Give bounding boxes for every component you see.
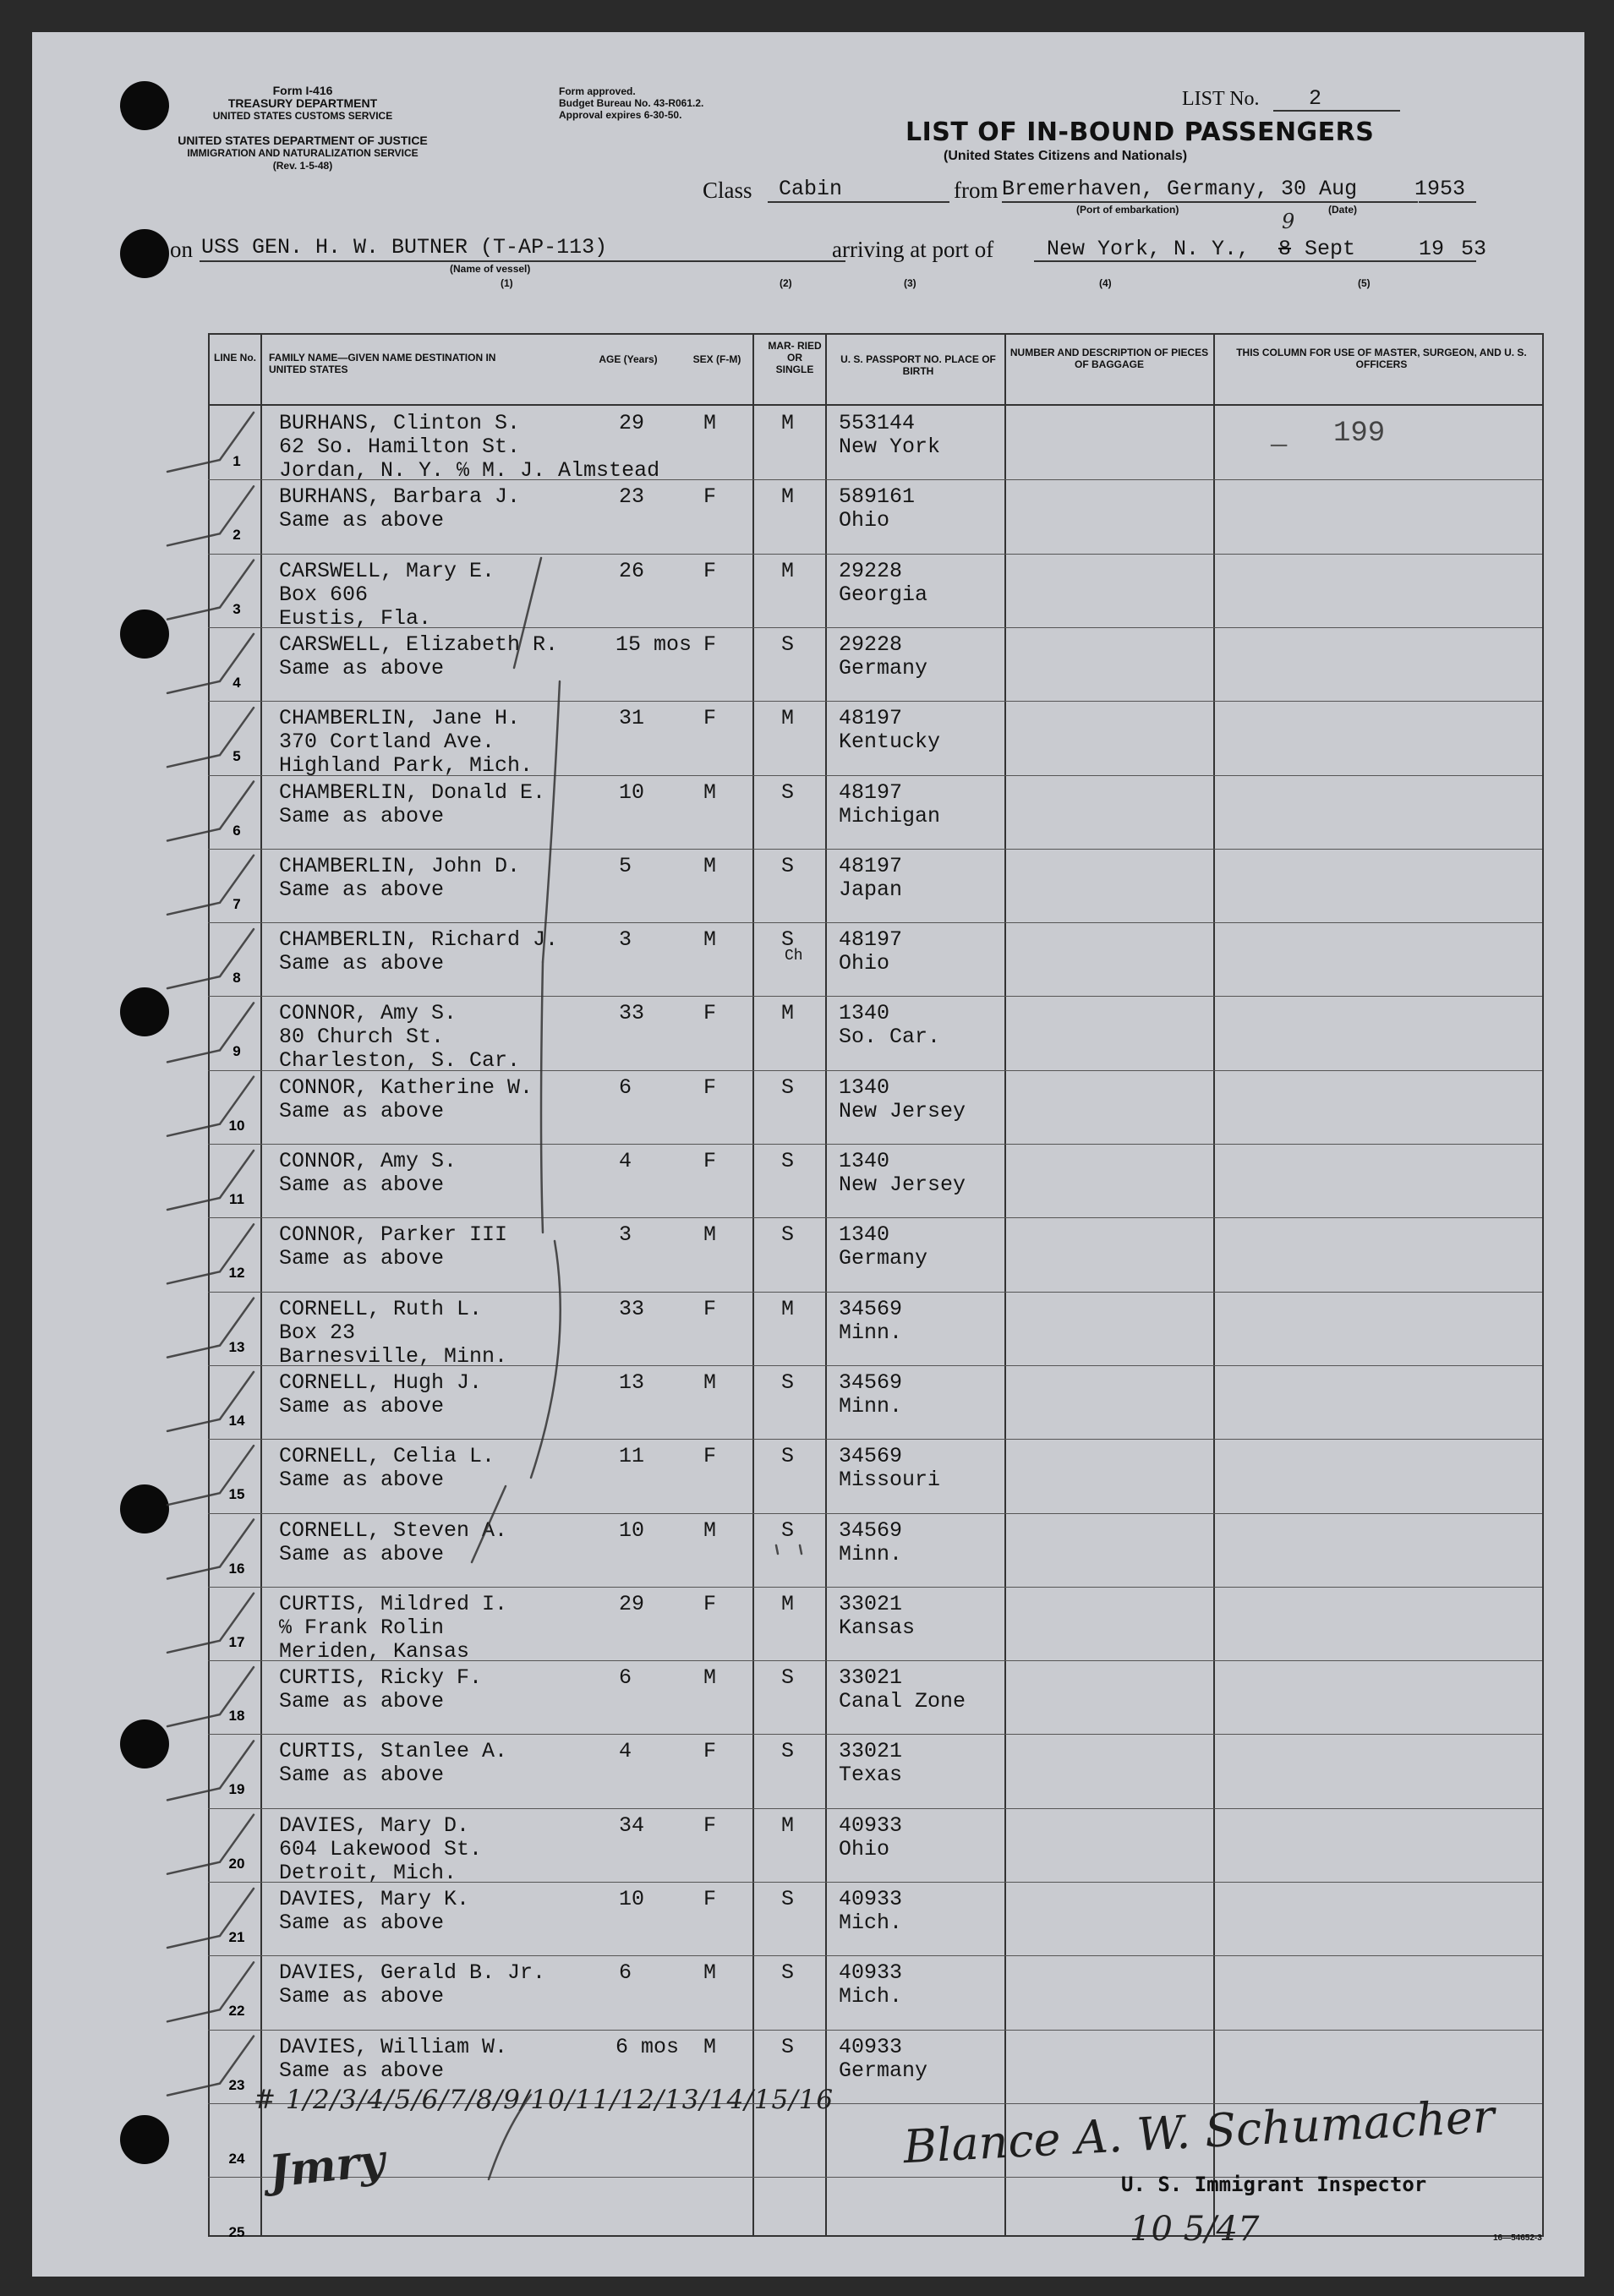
passenger-address: Barnesville, Minn. <box>279 1343 508 1369</box>
passenger-age: 33 <box>619 1001 645 1026</box>
passenger-sex: F <box>703 484 717 510</box>
passenger-address: Box 23 <box>279 1320 356 1345</box>
marital-status-overwrite: Ch <box>785 948 803 965</box>
passenger-name: CURTIS, Ricky F. <box>279 1665 483 1691</box>
passenger-address: Detroit, Mich. <box>279 1860 457 1885</box>
marital-status: S <box>781 1517 795 1543</box>
passport-number: 48197 <box>839 927 903 953</box>
passenger-name: CHAMBERLIN, Donald E. <box>279 779 546 805</box>
passenger-name: CURTIS, Stanlee A. <box>279 1739 508 1764</box>
passenger-address: 80 Church St. <box>279 1025 445 1050</box>
passenger-name: CONNOR, Parker III <box>279 1222 508 1248</box>
tally-annotation: # 1/2/3/4/5/6/7/8/9/10/11/12/13/14/15/16 <box>254 2085 834 2115</box>
passenger-age: 5 <box>619 853 632 878</box>
passenger-address: Same as above <box>279 1098 445 1123</box>
passenger-sex: F <box>703 1812 717 1838</box>
passport-number: 40933 <box>839 1812 903 1838</box>
passenger-name: DAVIES, Mary K. <box>279 1887 470 1911</box>
place-of-birth: Mich. <box>839 1911 903 1935</box>
passenger-age: 6 mos <box>616 2034 680 2059</box>
vessel-caption: (Name of vessel) <box>450 263 531 275</box>
passenger-age: 6 <box>619 1665 632 1691</box>
check-mark <box>167 1224 254 1283</box>
passport-number: 33021 <box>839 1739 903 1764</box>
marital-status: S <box>781 927 795 953</box>
check-mark <box>167 1962 254 2021</box>
place-of-birth: Ohio <box>839 508 890 533</box>
passport-number: 1340 <box>839 1222 890 1248</box>
passenger-age: 29 <box>619 411 645 435</box>
passenger-age: 15 mos <box>616 631 692 657</box>
passenger-name: DAVIES, Mary D. <box>279 1812 470 1838</box>
check-mark <box>167 929 254 988</box>
passenger-sex: M <box>703 1369 717 1395</box>
check-mark <box>167 782 254 841</box>
list-no-label: LIST No. <box>1182 88 1260 110</box>
check-mark <box>167 486 254 545</box>
line-number: 17 <box>228 1633 245 1650</box>
col-number: (4) <box>1099 277 1112 289</box>
arrival-day-handwritten: 9 <box>1282 210 1295 233</box>
arrival-day-struck: 8 <box>1278 237 1292 261</box>
passenger-sex: M <box>703 1665 717 1691</box>
passenger-sex: F <box>703 558 717 583</box>
check-mark <box>167 2036 254 2096</box>
passenger-sex: M <box>703 779 717 805</box>
place-of-birth: Minn. <box>839 1320 903 1345</box>
passport-number: 34569 <box>839 1517 903 1543</box>
place-of-birth: Germany <box>839 1246 928 1271</box>
passenger-address: Same as above <box>279 1911 445 1935</box>
passenger-age: 29 <box>619 1591 645 1616</box>
passenger-name: CORNELL, Ruth L. <box>279 1296 483 1321</box>
marital-status: M <box>781 411 795 435</box>
passenger-age: 10 <box>619 1887 645 1911</box>
approval-line: Form approved. <box>559 85 636 97</box>
passenger-sex: M <box>703 411 717 435</box>
line-number: 24 <box>228 2150 245 2167</box>
check-mark <box>167 413 254 472</box>
passenger-address: Eustis, Fla. <box>279 605 432 631</box>
passport-number: 1340 <box>839 1149 890 1173</box>
line-number: 2 <box>233 527 241 544</box>
passenger-address: Same as above <box>279 508 445 533</box>
class-label: Class <box>703 178 752 203</box>
passenger-address: 370 Cortland Ave. <box>279 730 495 755</box>
place-of-birth: Texas <box>839 1763 903 1788</box>
passport-number: 34569 <box>839 1369 903 1395</box>
check-mark <box>167 1815 254 1874</box>
col-header-married: MAR- RIED OR SINGLE <box>768 340 822 375</box>
line-number: 10 <box>228 1117 245 1134</box>
customs-service: UNITED STATES CUSTOMS SERVICE <box>212 110 393 122</box>
passenger-name: CORNELL, Celia L. <box>279 1444 495 1469</box>
check-mark <box>167 1298 254 1358</box>
col-header-sex: SEX (F-M) <box>692 353 741 365</box>
passenger-age: 33 <box>619 1296 645 1321</box>
arriving-label: arriving at port of <box>832 237 994 262</box>
check-mark <box>167 1889 254 1948</box>
place-of-birth: Ohio <box>839 1836 890 1861</box>
manifest-page <box>32 32 1584 2277</box>
marital-status: S <box>781 853 795 878</box>
check-mark <box>167 634 254 693</box>
passenger-name: CORNELL, Hugh J. <box>279 1369 483 1395</box>
place-of-birth: Ohio <box>839 951 890 976</box>
passenger-address: Same as above <box>279 877 445 902</box>
check-mark <box>167 1594 254 1653</box>
check-mark <box>167 1077 254 1136</box>
from-label: from <box>954 178 998 203</box>
line-number: 7 <box>233 895 241 912</box>
place-of-birth: New York <box>839 435 941 459</box>
passenger-address: Charleston, S. Car. <box>279 1048 521 1074</box>
passenger-address: Same as above <box>279 655 445 681</box>
passenger-address: Jordan, N. Y. ℅ M. J. Almstead <box>279 458 660 483</box>
passenger-sex: F <box>703 706 717 731</box>
passenger-address: Same as above <box>279 1541 445 1566</box>
passport-number: 1340 <box>839 1074 890 1100</box>
col-header-officers: THIS COLUMN FOR USE OF MASTER, SURGEON, AND U. S. OFFICERS <box>1236 347 1527 370</box>
line-number: 22 <box>228 2003 245 2020</box>
place-of-birth: Kentucky <box>839 730 941 755</box>
passport-number: 29228 <box>839 558 903 583</box>
passport-number: 589161 <box>839 484 916 510</box>
col-header-age: AGE (Years) <box>599 353 658 365</box>
col-header-baggage: NUMBER AND DESCRIPTION OF PIECES OF BAGGAGE <box>1009 347 1209 370</box>
line-number: 1 <box>233 453 241 469</box>
arrival-year-prefix: 19 <box>1419 237 1445 261</box>
place-of-birth: Georgia <box>839 582 928 607</box>
approval-line: Approval expires 6-30-50. <box>559 109 682 121</box>
line-number: 11 <box>229 1191 244 1207</box>
passenger-address: Same as above <box>279 1468 445 1493</box>
passenger-address: Same as above <box>279 2058 445 2083</box>
line-number: 25 <box>228 2224 245 2241</box>
passenger-address: Box 606 <box>279 582 369 607</box>
passenger-sex: F <box>703 1739 717 1764</box>
col-number: (2) <box>780 277 792 289</box>
form-revision: (Rev. 1-5-48) <box>272 160 333 172</box>
passenger-name: BURHANS, Clinton S. <box>279 411 521 435</box>
passenger-name: CONNOR, Amy S. <box>279 1001 457 1026</box>
passenger-address: Same as above <box>279 1689 445 1714</box>
line-number: 16 <box>228 1560 245 1577</box>
passenger-age: 3 <box>619 927 632 953</box>
col-number: (5) <box>1358 277 1371 289</box>
passport-number: 33021 <box>839 1665 903 1691</box>
passenger-address: 62 So. Hamilton St. <box>279 435 521 459</box>
marital-status: S <box>781 1960 795 1986</box>
passenger-sex: F <box>703 1149 717 1173</box>
marital-status: S <box>781 1074 795 1100</box>
passenger-address: Highland Park, Mich. <box>279 753 533 779</box>
check-mark <box>167 1151 254 1210</box>
col-number: (3) <box>904 277 916 289</box>
stamp-number: 199 <box>1333 418 1386 450</box>
arrival-port: New York, N. Y., <box>1047 237 1250 261</box>
passenger-sex: M <box>703 853 717 878</box>
passport-number: 48197 <box>839 779 903 805</box>
passenger-age: 4 <box>619 1739 632 1764</box>
list-no-value: 2 <box>1309 86 1322 111</box>
passenger-address: 604 Lakewood St. <box>279 1836 483 1861</box>
line-number: 6 <box>233 822 241 839</box>
col-header-passport: U. S. PASSPORT NO. PLACE OF BIRTH <box>840 353 996 377</box>
passenger-name: CHAMBERLIN, John D. <box>279 853 521 878</box>
passenger-sex: F <box>703 631 717 657</box>
check-mark <box>167 708 254 767</box>
marital-status: S <box>781 1369 795 1395</box>
place-of-birth: Germany <box>839 655 928 681</box>
place-of-birth: New Jersey <box>839 1173 966 1197</box>
arrival-year-suffix: 53 <box>1461 237 1487 261</box>
passport-number: 48197 <box>839 853 903 878</box>
passenger-name: CONNOR, Katherine W. <box>279 1074 533 1100</box>
check-mark <box>167 1741 254 1800</box>
place-of-birth: Canal Zone <box>839 1689 966 1714</box>
passenger-address: Same as above <box>279 1984 445 2009</box>
passport-number: 40933 <box>839 1960 903 1986</box>
passport-number: 40933 <box>839 2034 903 2059</box>
inspector-note: 10 5/47 <box>1130 2210 1260 2249</box>
marital-status: S <box>781 779 795 805</box>
marital-status: S <box>781 1149 795 1173</box>
port-embark-caption: (Port of embarkation) <box>1076 204 1179 216</box>
passenger-name: BURHANS, Barbara J. <box>279 484 521 510</box>
passenger-name: DAVIES, Gerald B. Jr. <box>279 1960 546 1986</box>
passenger-name: CHAMBERLIN, Jane H. <box>279 706 521 731</box>
passport-number: 29228 <box>839 631 903 657</box>
col-header-name: FAMILY NAME—GIVEN NAME DESTINATION IN UNITED STATES <box>269 352 496 375</box>
passenger-age: 6 <box>619 1074 632 1100</box>
passenger-address: Same as above <box>279 1246 445 1271</box>
passenger-sex: F <box>703 1444 717 1469</box>
place-of-birth: Michigan <box>839 803 941 828</box>
passenger-age: 4 <box>619 1149 632 1173</box>
line-number: 5 <box>233 748 241 765</box>
marital-status: S <box>781 1887 795 1911</box>
passenger-name: CURTIS, Mildred I. <box>279 1591 508 1616</box>
passenger-age: 10 <box>619 1517 645 1543</box>
place-of-birth: Minn. <box>839 1541 903 1566</box>
place-of-birth: New Jersey <box>839 1098 966 1123</box>
pencil-check-marks <box>32 32 1584 2277</box>
passenger-sex: F <box>703 1296 717 1321</box>
form-code: 16—54652-3 <box>1493 2233 1542 2243</box>
on-label: on <box>170 237 193 262</box>
passenger-address: Meriden, Kansas <box>279 1638 470 1664</box>
passenger-age: 31 <box>619 706 645 731</box>
passenger-sex: M <box>703 2034 717 2059</box>
ins-service: IMMIGRATION AND NATURALIZATION SERVICE <box>187 147 419 159</box>
passenger-sex: F <box>703 1591 717 1616</box>
check-mark <box>167 1667 254 1726</box>
place-of-birth: Germany <box>839 2058 928 2083</box>
line-number: 14 <box>228 1412 245 1429</box>
page-subtitle: (United States Citizens and Nationals) <box>944 149 1188 163</box>
inspector-title: U. S. Immigrant Inspector <box>1121 2173 1427 2196</box>
date-caption: (Date) <box>1328 204 1358 216</box>
marital-status: S <box>781 1222 795 1248</box>
passport-number: 1340 <box>839 1001 890 1026</box>
passenger-age: 13 <box>619 1369 645 1395</box>
passenger-sex: F <box>703 1074 717 1100</box>
passenger-age: 34 <box>619 1812 645 1838</box>
approval-line: Budget Bureau No. 43-R061.2. <box>559 97 704 109</box>
line-number: 9 <box>233 1043 241 1060</box>
line-number: 23 <box>228 2076 245 2093</box>
marital-status: M <box>781 558 795 583</box>
marital-status: M <box>781 484 795 510</box>
arrival-month: Sept <box>1305 237 1356 261</box>
line-number: 15 <box>228 1486 245 1503</box>
line-number: 21 <box>228 1929 245 1945</box>
check-mark <box>167 1520 254 1579</box>
line-number: 18 <box>228 1708 245 1725</box>
initials-signature: Jmry <box>266 2134 388 2199</box>
place-of-birth: Mich. <box>839 1984 903 2009</box>
passport-number: 48197 <box>839 706 903 731</box>
department-of-justice: UNITED STATES DEPARTMENT OF JUSTICE <box>178 134 428 147</box>
passenger-age: 3 <box>619 1222 632 1248</box>
place-of-birth: Missouri <box>839 1468 941 1493</box>
passenger-address: ℅ Frank Rolin <box>279 1615 445 1640</box>
col-number: (1) <box>501 277 513 289</box>
treasury-department: TREASURY DEPARTMENT <box>227 96 378 110</box>
passenger-name: CARSWELL, Elizabeth R. <box>279 631 559 657</box>
marital-status: M <box>781 1001 795 1026</box>
passenger-age: 6 <box>619 1960 632 1986</box>
passenger-address: Same as above <box>279 951 445 976</box>
passenger-name: DAVIES, William W. <box>279 2034 508 2059</box>
line-number: 13 <box>228 1338 245 1355</box>
marital-status: M <box>781 1812 795 1838</box>
stamp-dash: — <box>1271 429 1288 461</box>
form-number: Form I-416 <box>272 84 333 97</box>
marital-status: M <box>781 1296 795 1321</box>
passenger-sex: F <box>703 1001 717 1026</box>
marital-status: M <box>781 706 795 731</box>
place-of-birth: So. Car. <box>839 1025 941 1050</box>
passenger-age: 11 <box>619 1444 645 1469</box>
passport-number: 34569 <box>839 1296 903 1321</box>
passenger-name: CORNELL, Steven A. <box>279 1517 508 1543</box>
line-number: 20 <box>228 1855 245 1872</box>
line-number: 3 <box>233 600 241 617</box>
passenger-age: 26 <box>619 558 645 583</box>
passport-number: 33021 <box>839 1591 903 1616</box>
check-mark <box>167 1446 254 1505</box>
marital-status: S <box>781 2034 795 2059</box>
page-title: LIST OF IN-BOUND PASSENGERS <box>905 118 1375 147</box>
passenger-age: 23 <box>619 484 645 510</box>
check-mark <box>167 856 254 915</box>
passenger-address: Same as above <box>279 1763 445 1788</box>
line-number: 19 <box>228 1781 245 1798</box>
line-number: 8 <box>233 970 241 987</box>
embark-year: 1953 <box>1414 177 1466 201</box>
place-of-birth: Minn. <box>839 1393 903 1419</box>
marital-status: S <box>781 1444 795 1469</box>
passenger-address: Same as above <box>279 803 445 828</box>
passenger-address: Same as above <box>279 1173 445 1197</box>
col-header-line: LINE No. <box>214 352 256 364</box>
passenger-sex: M <box>703 1960 717 1986</box>
passenger-name: CHAMBERLIN, Richard J. <box>279 927 559 953</box>
passenger-name: CONNOR, Amy S. <box>279 1149 457 1173</box>
passenger-address: Same as above <box>279 1393 445 1419</box>
passenger-sex: M <box>703 927 717 953</box>
place-of-birth: Kansas <box>839 1615 916 1640</box>
marital-status: M <box>781 1591 795 1616</box>
marital-status: S <box>781 631 795 657</box>
passport-number: 40933 <box>839 1887 903 1911</box>
place-of-birth: Japan <box>839 877 903 902</box>
check-mark <box>167 560 254 620</box>
passenger-name: CARSWELL, Mary E. <box>279 558 495 583</box>
passenger-age: 10 <box>619 779 645 805</box>
passenger-sex: M <box>703 1517 717 1543</box>
passenger-sex: M <box>703 1222 717 1248</box>
check-mark <box>167 1372 254 1431</box>
line-number: 4 <box>233 674 241 691</box>
marital-status: S <box>781 1665 795 1691</box>
line-number: 12 <box>228 1265 245 1282</box>
inspector-signature: Blance A. W. Schumacher <box>901 2089 1496 2174</box>
passenger-sex: F <box>703 1887 717 1911</box>
check-mark <box>167 1003 254 1062</box>
passport-number: 34569 <box>839 1444 903 1469</box>
marital-status: S <box>781 1739 795 1764</box>
class-value: Cabin <box>779 177 843 201</box>
port-of-embarkation: Bremerhaven, Germany, 30 Aug <box>1002 177 1358 201</box>
vessel-name: USS GEN. H. W. BUTNER (T-AP-113) <box>201 235 608 260</box>
passport-number: 553144 <box>839 411 916 435</box>
